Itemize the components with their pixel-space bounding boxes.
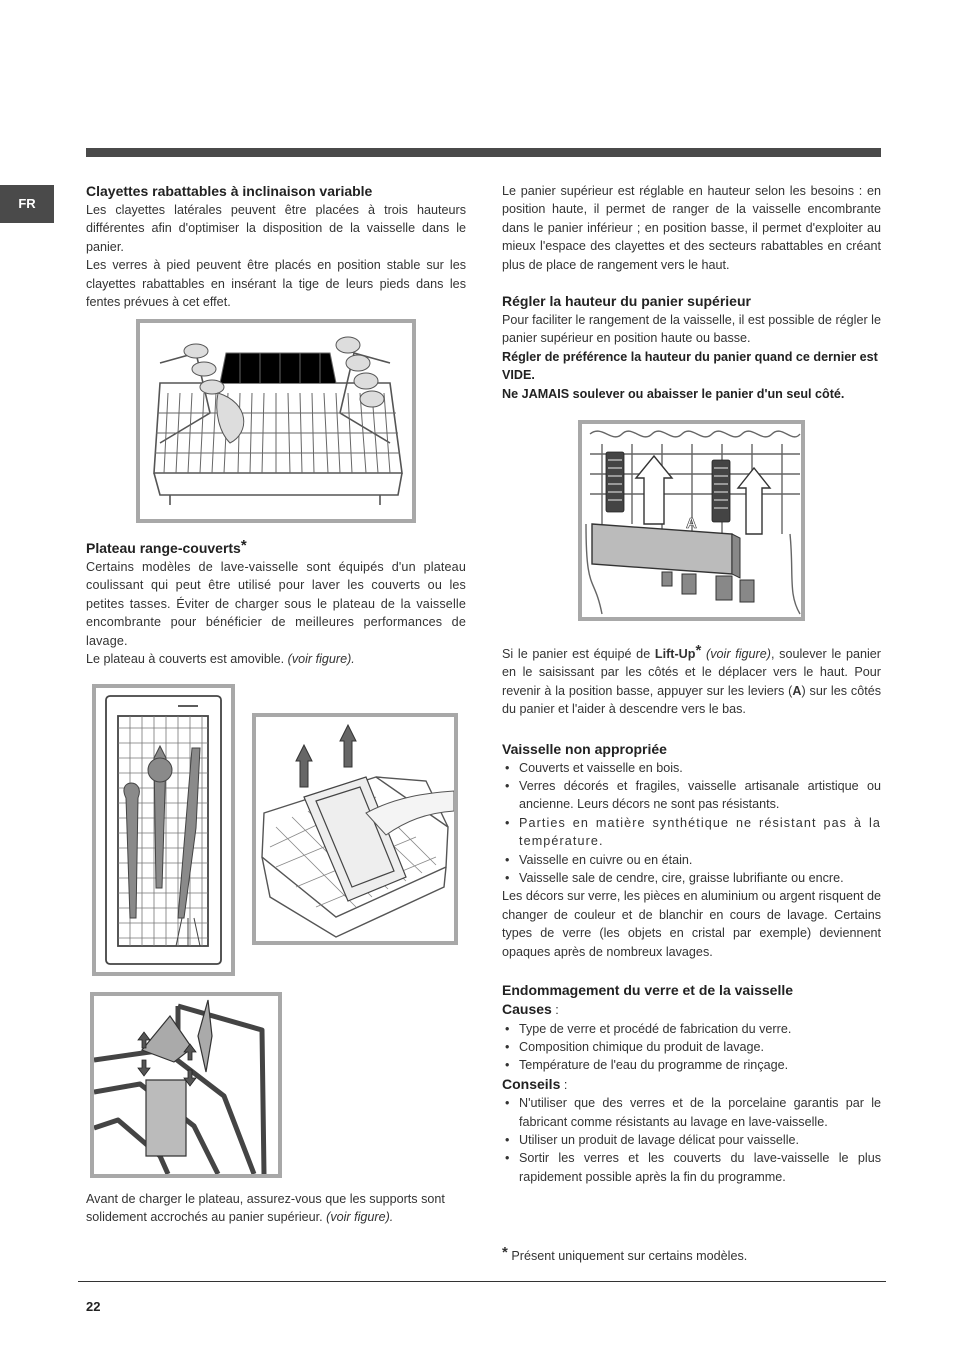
lever-label-a: A xyxy=(686,515,697,532)
section-title-clayettes: Clayettes rabattables à inclinaison variable xyxy=(86,183,373,199)
cutlery-tray-illustration xyxy=(96,688,231,972)
figure-cutlery-tray-lift xyxy=(252,713,458,945)
conseils-colon: : xyxy=(560,1077,568,1092)
hauteur-paragraph: Pour faciliter le rangement de la vaisselle, il est possible de régler le panier supérieur en position haute ou basse. xyxy=(502,313,881,346)
list-item: • Vaisselle sale de cendre, cire, graisse lubrifiante ou encre. xyxy=(502,869,881,887)
figure-reference: (voir figure). xyxy=(287,652,355,667)
footnote xyxy=(502,1244,747,1263)
clayettes-paragraph-1: Les clayettes latérales peuvent être placées à trois hauteurs différentes afin d'optimiser la disposition de la vaisselle dans le panier. xyxy=(86,203,466,254)
footnote-star-symbol: * xyxy=(502,1244,508,1261)
left-column-plateau xyxy=(86,536,466,668)
section-title-non-appropriee: Vaisselle non appropriée xyxy=(502,740,667,757)
conseils-label: Conseils xyxy=(502,1075,561,1092)
lift-lever-label: A xyxy=(792,683,802,698)
section-title-endommagement: Endommagement du verre et de la vaisselle xyxy=(502,982,794,999)
list-item: • Sortir les verres et les couverts du lave-vaisselle le plus rapidement possible après la fin du programme. xyxy=(502,1149,881,1186)
lift-text-d: , soulever le panier en le saisissant par les côtés et le déplacer vers le haut. Pour revenir à la position basse, appuyer sur les leviers ( xyxy=(502,647,881,698)
causes-heading xyxy=(502,1000,881,1019)
lift-text-f: ) sur les côtés du panier et l'aider à descendre vers le bas. xyxy=(502,683,881,717)
list-item: • Couverts et vaisselle en bois. xyxy=(502,759,881,777)
left-column xyxy=(86,182,466,311)
conseils-list xyxy=(502,1094,881,1186)
hauteur-warning-1: Régler de préférence la hauteur du panier quand ce dernier est VIDE. xyxy=(502,349,878,383)
right-column-lower xyxy=(502,642,881,1186)
tray-caption xyxy=(86,1190,466,1227)
plateau-paragraph-1: Certains modèles de lave-vaisselle sont équipés d'un plateau coulissant qui peut être utilisé pour laver les couverts ou les petites tasses. Éviter de charger sous le plateau de la vaisselle encombrante pour bénéficier de meilleures performances de lavage. xyxy=(86,560,466,648)
list-item: • Verres décorés et fragiles, vaisselle artisanale artistique ou ancienne. Leurs décors ne sont pas résistants. xyxy=(502,777,881,814)
list-item: • Type de verre et procédé de fabrication du verre. xyxy=(502,1020,881,1038)
list-item: • N'utiliser que des verres et de la porcelaine garantis par le fabricant comme résistants au lavage en lave-vaisselle. xyxy=(502,1094,881,1131)
plateau-title-text: Plateau range-couverts xyxy=(86,540,241,556)
footnote-star: * xyxy=(240,537,247,554)
page-number: 22 xyxy=(86,1299,101,1314)
tray-supports-illustration xyxy=(94,996,278,1174)
right-column xyxy=(502,182,881,403)
causes-label: Causes xyxy=(502,1001,552,1018)
causes-colon: : xyxy=(551,1003,559,1018)
list-item: • Composition chimique du produit de lavage. xyxy=(502,1038,881,1056)
plateau-paragraph-2 xyxy=(86,650,466,668)
tray-removal-illustration xyxy=(256,717,454,941)
lift-up-paragraph xyxy=(502,642,881,719)
list-item: • Utiliser un produit de lavage délicat pour vaisselle. xyxy=(502,1131,881,1149)
upper-basket-intro: Le panier supérieur est réglable en hauteur selon les besoins : en position haute, il permet de ranger de la vaisselle encombrante dans le panier inférieur ; en position basse, il permet d'exploiter au mieux l'espace des clayettes et des secteurs rabattables en créant plus de place de rangement vers le haut. xyxy=(502,184,881,272)
lift-figure-reference: (voir figure) xyxy=(706,647,771,661)
caption-figure-reference: (voir figure). xyxy=(326,1210,394,1225)
list-item: • Vaisselle en cuivre ou en étain. xyxy=(502,851,881,869)
section-title-hauteur: Régler la hauteur du panier supérieur xyxy=(502,293,751,310)
non-appropriee-paragraph: Les décors sur verre, les pièces en aluminium ou argent risquent de changer de couleur et de blanchir en cours de lavage. Certains types de verre (les objets en cristal par exemple) deviennent opaques après de nombreux lavages. xyxy=(502,889,881,959)
lift-up-illustration xyxy=(582,424,801,617)
lift-up-term: Lift-Up xyxy=(654,647,696,661)
rack-shelves-illustration xyxy=(140,323,412,519)
footer-rule xyxy=(78,1281,886,1282)
non-appropriee-list xyxy=(502,759,881,888)
language-tab: FR xyxy=(0,185,54,223)
clayettes-paragraph-2: Les verres à pied peuvent être placés en position stable sur les clayettes rabattables en insérant la tige de leurs pieds dans les fentes prévues à cet effet. xyxy=(86,258,466,310)
figure-tray-supports xyxy=(90,992,282,1178)
lift-footnote-star: * xyxy=(695,642,702,659)
tray-caption-text xyxy=(86,1190,466,1227)
causes-list xyxy=(502,1020,881,1075)
figure-rack-shelves xyxy=(136,319,416,523)
lift-text-a: Si le panier est équipé de xyxy=(502,647,655,661)
section-title-plateau xyxy=(86,536,466,558)
list-item: • Température de l'eau du programme de rinçage. xyxy=(502,1056,881,1074)
caption-text: Avant de charger le plateau, assurez-vous que les supports sont solidement accrochés au panier supérieur. xyxy=(86,1192,445,1225)
list-item: • Parties en matière synthétique ne résistant pas à la température. xyxy=(502,814,881,851)
footnote-text: Présent uniquement sur certains modèles. xyxy=(511,1249,748,1263)
conseils-heading xyxy=(502,1075,881,1094)
header-bar xyxy=(86,148,881,157)
plateau-p2-text: Le plateau à couverts est amovible. xyxy=(86,652,285,667)
figure-cutlery-tray-top xyxy=(92,684,235,976)
figure-lift-up xyxy=(578,420,805,621)
hauteur-warning-2: Ne JAMAIS soulever ou abaisser le panier d'un seul côté. xyxy=(502,386,845,401)
